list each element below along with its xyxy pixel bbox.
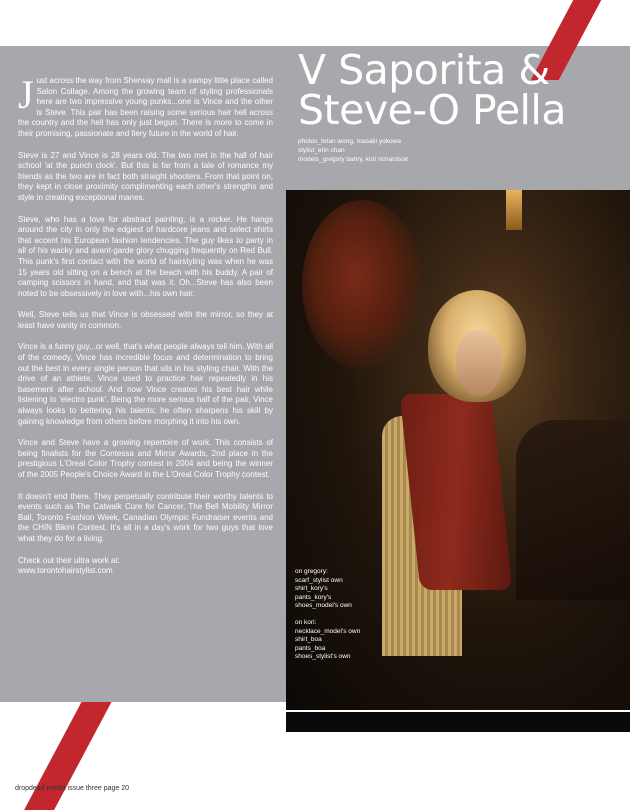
- drop-cap: J: [18, 72, 34, 117]
- outfit-item: scarf_stylist own: [295, 576, 343, 584]
- outfit-item: necklace_model's own: [295, 627, 361, 635]
- paragraph-5: Vince is a funny guy...or well, that's what people always tell him. With all of the comedy, Vince has incredible focus and determination to bring out the best in every single person that sits in his styling chair. With the drive of an athlete, Vince used to practice hair repeatedly in his basement after school. And now Vince creates his best hair while listening to 'electro punk'. Being the more serious half of the pair, Vince always looks to bettering his talents; he often sharpens his skill by gaining knowledge from others before morphing it into his own.: [18, 342, 273, 426]
- paragraph-3: Steve, who has a love for abstract painting, is a rocker. He hangs around the city in only the edgiest of hardcore jeans and select shirts that accent his European fashion tendencies. The guy likes to party in all of his wacky and avant-garde glory chugging frequently on Red Bull. This punk's first contact with the world of hairstyling was when he was 15 years old sitting on a bench at the beach with his buddy. A pair of camping scissors in hand, and that was it. Oh...Steve has also been noted to be obsessively in love with...his own hair.: [18, 214, 273, 298]
- outfit-item: shirt_boa: [295, 636, 322, 644]
- photo-background-lamp: [506, 190, 522, 230]
- outfit-title: on kori:: [295, 618, 317, 626]
- outfit-credits: [295, 568, 360, 670]
- article-column: [0, 46, 286, 702]
- outfit-item: shoes_model's own: [295, 602, 352, 610]
- paragraph-4: Well, Steve tells us that Vince is obsessed with the mirror, so they at least have vanity in common.: [18, 310, 273, 330]
- outfit-title: on gregory:: [295, 568, 328, 575]
- outfit-group-kori: [295, 619, 360, 662]
- credit-models: models_gregory bahry, kori richardson: [298, 156, 409, 163]
- photo-credits: [298, 137, 408, 164]
- photo-model-scarf: [400, 394, 513, 590]
- outfit-item: shirt_kory's: [295, 585, 328, 593]
- paragraph-8: Check out their ultra work at:: [18, 555, 120, 565]
- photo-model-face: [456, 330, 502, 396]
- photo-background-foliage: [302, 200, 422, 370]
- photo-foreground-arm: [516, 420, 630, 600]
- outfit-group-gregory: [295, 568, 360, 611]
- headline-line-1: V Saporita &: [298, 46, 550, 94]
- article-body: [18, 72, 273, 588]
- outfit-item: pants_kory's: [295, 593, 332, 601]
- paragraph-1: [18, 72, 273, 140]
- page-footer: dropdead media issue three page 20: [15, 785, 130, 792]
- credit-photos: photos_brian wong, masaki yokowa: [298, 138, 401, 145]
- headline-line-2: Steve-O Pella: [298, 86, 566, 134]
- headline: [298, 46, 628, 134]
- outfit-item: pants_boa: [295, 644, 326, 652]
- paragraph-6: Vince and Steve have a growing repertoire of work. This consists of being finalists for the Contessa and Mirror Awards, 2nd place in the prestigious L'Oreal Color Trophy contest in 2004 and being the winner of the 2005 People's Choice Award in the L'Oreal Color Trophy contest.: [18, 438, 273, 479]
- paragraph-2: Steve is 27 and Vince is 28 years old. The two met in the hall of hair school 'at the punch clock'. But this is far from a tale of romance my friends as the two are in fact both straight shooters. From that point on, they kept in close proximity complimenting each other's strengths and style in creating exceptional manes.: [18, 150, 273, 202]
- outfit-item: shoes_stylist's own: [295, 653, 351, 661]
- red-slash-bottom: [13, 700, 112, 810]
- paragraph-7: It doesn't end there. They perpetually contribute their worthy talents to events such as The Catwalk Cure for Cancer, The Bell Mobility Mirror Ball, Toronto Fashion Week, Canadian Olympic Fundraiser events and the CHIN Bikini Contest. It's all in a day's work for two guys that love what they do for a living.: [18, 491, 273, 543]
- website-link[interactable]: www.torontohairstylist.com: [18, 566, 113, 576]
- paragraph-1-text: ust across the way from Sherway mall is a vampy little place called Salon Collage. Among the growing team of styling professionals here are two impressive young punks...one is Vince and the other is Steve. This pair has been raising some serious hair hell across the country and the hell has only just begun. There is more to come in their promising, passionate and fiery future in the world of hair.: [18, 76, 273, 138]
- credit-stylist: stylist_erin chan: [298, 147, 345, 154]
- black-accent-bar: [286, 712, 630, 732]
